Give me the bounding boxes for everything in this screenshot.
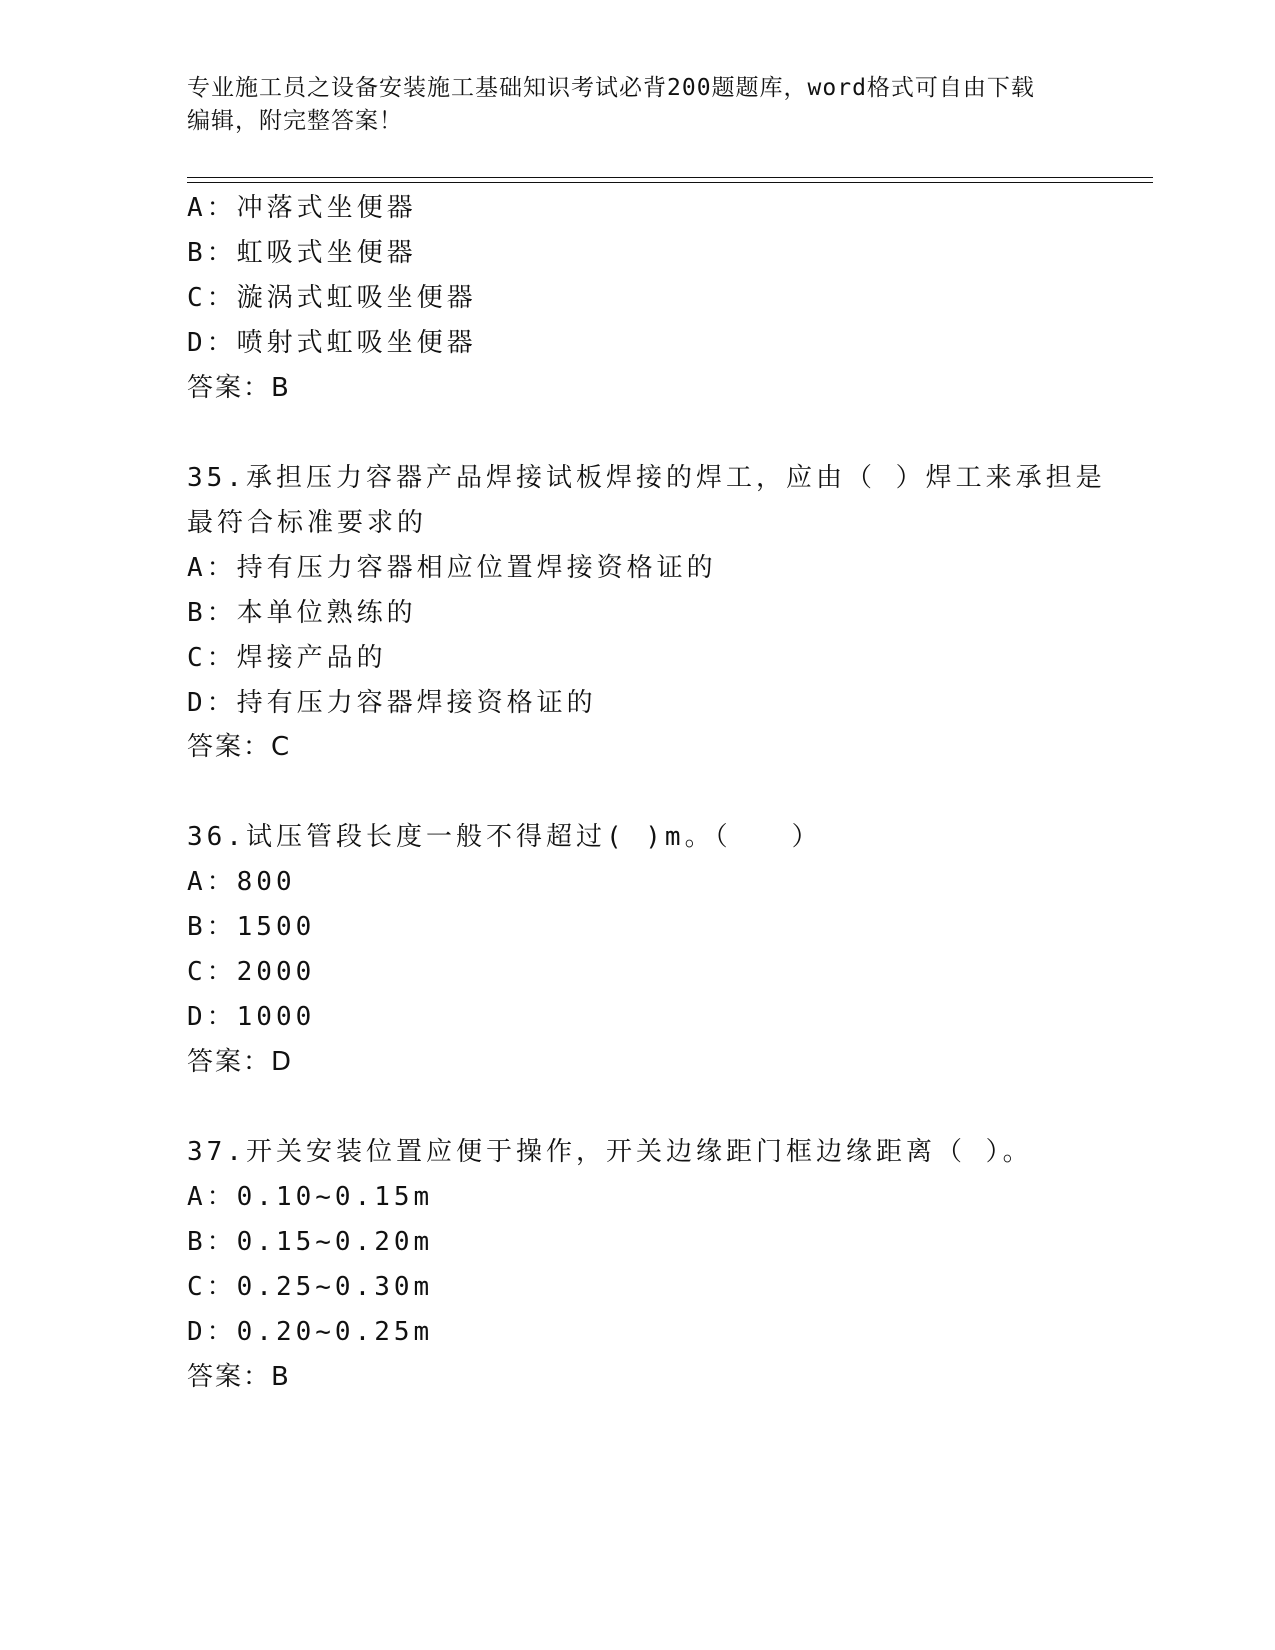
q34-option-c: C：漩涡式虹吸坐便器 <box>187 283 477 313</box>
q36-option-d: D：1000 <box>187 1002 316 1032</box>
q37-stem-line-1: 37.开关安装位置应便于操作，开关边缘距门框边缘距离（ ）。 <box>187 1137 1033 1167</box>
q35-option-b: B：本单位熟练的 <box>187 598 417 628</box>
q37-option-a: A：0.10~0.15m <box>187 1182 434 1212</box>
q34-option-d: D：喷射式虹吸坐便器 <box>187 328 477 358</box>
q37-option-c: C：0.25~0.30m <box>187 1272 434 1302</box>
header-rule-bottom <box>187 182 1153 183</box>
q37-answer: 答案：B <box>187 1362 291 1392</box>
q36-option-b: B：1500 <box>187 912 316 942</box>
q34-answer: 答案：B <box>187 373 291 403</box>
header-title-line-1: 专业施工员之设备安装施工基础知识考试必背200题题库，word格式可自由下载 <box>187 75 1035 101</box>
q36-stem-line-1: 36.试压管段长度一般不得超过( )m。（ ） <box>187 822 822 852</box>
q37-option-d: D：0.20~0.25m <box>187 1317 434 1347</box>
q36-option-c: C：2000 <box>187 957 316 987</box>
q34-option-a: A：冲落式坐便器 <box>187 193 417 223</box>
q36-option-a: A：800 <box>187 867 296 897</box>
q35-answer: 答案：C <box>187 732 292 762</box>
document-header <box>187 72 1067 138</box>
q35-option-d: D：持有压力容器焊接资格证的 <box>187 688 597 718</box>
q34-option-b: B：虹吸式坐便器 <box>187 238 417 268</box>
header-rule-top <box>187 177 1153 178</box>
q35-option-c: C：焊接产品的 <box>187 643 387 673</box>
q37-option-b: B：0.15~0.20m <box>187 1227 434 1257</box>
header-title-line-2: 编辑，附完整答案！ <box>187 108 403 134</box>
q35-stem-line-1: 35.承担压力容器产品焊接试板焊接的焊工，应由（ ）焊工来承担是 <box>187 463 1106 493</box>
q35-option-a: A：持有压力容器相应位置焊接资格证的 <box>187 553 717 583</box>
q36-answer: 答案：D <box>187 1047 294 1077</box>
q35-stem-line-2: 最符合标准要求的 <box>187 508 428 538</box>
